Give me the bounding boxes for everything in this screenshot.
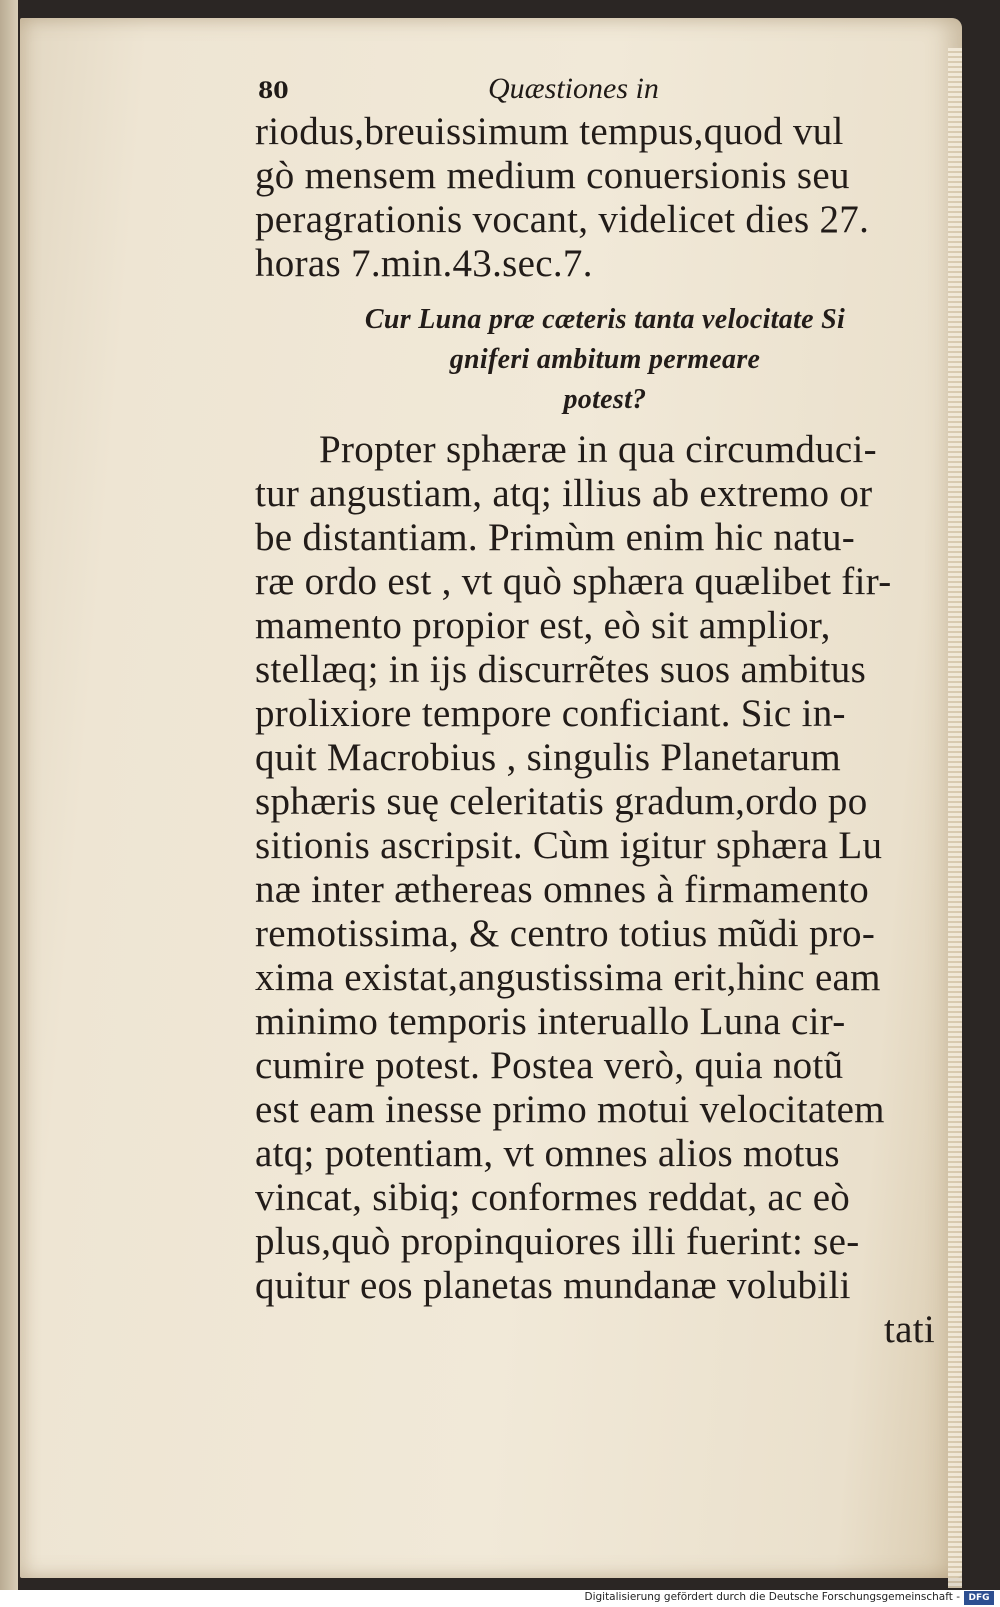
text-line: stellæq; in ijs discurrẽtes suos ambitus xyxy=(255,648,867,691)
dfg-logo: DFG xyxy=(964,1591,994,1605)
page-header xyxy=(20,72,962,112)
text-line: riodus,breuissimum tempus,quod vul xyxy=(255,110,844,153)
page-text xyxy=(255,110,955,1352)
text-line: be distantiam. Primùm enim hic natu- xyxy=(255,516,856,559)
running-title: Quæstiones in xyxy=(488,72,659,105)
text-line: tur angustiam, atq; illius ab extremo or xyxy=(255,472,873,515)
text-line: Propter sphæræ in qua circumduci- xyxy=(319,428,877,471)
book-page xyxy=(20,18,962,1578)
funding-credit: Digitalisierung gefördert durch die Deutsche Forschungsgemeinschaft - xyxy=(584,1591,960,1603)
text-line: plus,quò propinquiores illi fuerint: se- xyxy=(255,1220,860,1263)
text-line: gò mensem medium conuersionis seu xyxy=(255,154,850,197)
text-line: sphæris suę celeritatis gradum,ordo po xyxy=(255,780,868,823)
text-line: vincat, sibiq; conformes reddat, ac eò xyxy=(255,1176,851,1219)
text-line: sitionis ascripsit. Cùm igitur sphæra Lu xyxy=(255,824,883,867)
catchword: tati xyxy=(883,1308,935,1351)
section-heading-line: gniferi ambitum permeare xyxy=(449,344,761,375)
text-line: remotissima, & centro totius mũdi pro- xyxy=(255,912,876,955)
digitization-footer xyxy=(0,1590,1000,1607)
text-line: est eam inesse primo motui velocitatem xyxy=(255,1088,885,1131)
text-line: mamento propior est, eò sit amplior, xyxy=(255,604,831,647)
text-line: horas 7.min.43.sec.7. xyxy=(255,242,593,285)
text-line: cumire potest. Postea verò, quia notũ xyxy=(255,1044,844,1087)
text-line: xima existat,angustissima erit,hinc eam xyxy=(255,956,881,999)
book-spine xyxy=(0,0,18,1590)
text-line: minimo temporis interuallo Luna cir- xyxy=(255,1000,846,1043)
text-line: quit Macrobius , singulis Planetarum xyxy=(255,736,841,779)
folio-number: 80 xyxy=(258,78,289,104)
section-heading-line: potest? xyxy=(563,384,647,415)
text-line: ræ ordo est , vt quò sphæra quælibet fir- xyxy=(255,560,892,603)
text-line: quitur eos planetas mundanæ volubili xyxy=(255,1264,851,1307)
text-line: næ inter æthereas omnes à firmamento xyxy=(255,868,870,911)
section-heading-line: Cur Luna præ cæteris tanta velocitate Si xyxy=(364,304,846,335)
text-line: peragrationis vocant, videlicet dies 27. xyxy=(255,198,870,241)
text-line: prolixiore tempore conficiant. Sic in- xyxy=(255,692,846,735)
text-line: atq; potentiam, vt omnes alios motus xyxy=(255,1132,840,1175)
